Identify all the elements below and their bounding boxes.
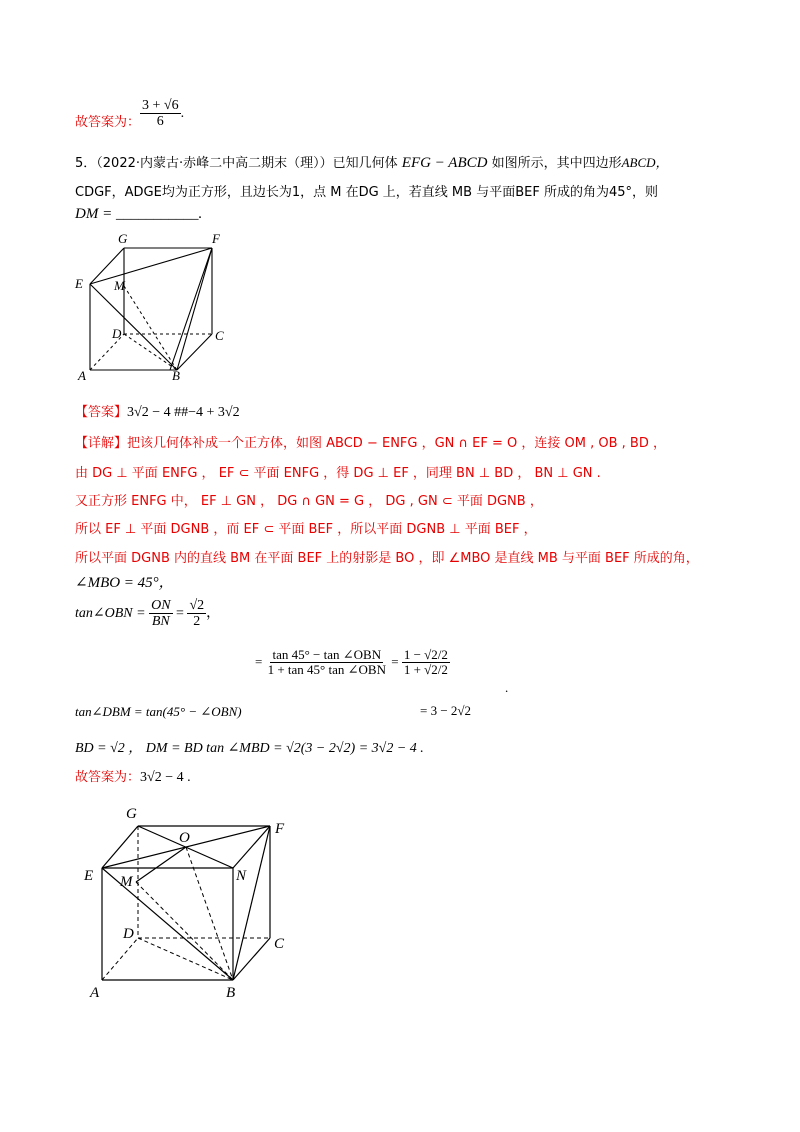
fig2-label-N: N <box>236 868 247 884</box>
fig1-label-G: G <box>118 231 128 246</box>
prev-end: . <box>180 106 185 122</box>
detail-line-3: 又正方形 ENFG 中， EF ⊥ GN ， DG ∩ GN = G ， DG , GN ⊂ 平面 DGNB ， <box>75 494 543 509</box>
detail-text-1: 把该几何体补成一个正方体，如图 ABCD − ENFG ，GN ∩ EF = O ，连接 OM , OB , BD ， <box>127 436 666 451</box>
dbm-result: = 3 − 2√2 <box>420 703 472 718</box>
fig1-label-B: B <box>172 368 180 383</box>
detail-line-1 <box>75 432 666 451</box>
figure-2-cube <box>78 800 318 1005</box>
fig2-label-A: A <box>90 985 100 1001</box>
fig1-label-M: M <box>114 278 125 293</box>
fig2-label-B: B <box>226 985 236 1001</box>
detail-line-6: ∠MBO = 45°， <box>75 575 174 591</box>
prev-answer-fraction <box>140 98 184 130</box>
question-number: 5． <box>75 156 97 171</box>
dbm-f2-num: 1 − √2/2 <box>403 647 448 662</box>
dbm-dot: . <box>505 680 509 695</box>
prev-frac-num: 3 + √6 <box>142 98 179 113</box>
tan-obn-rnum: √2 <box>189 598 205 613</box>
tan-obn-rden: 2 <box>193 614 201 630</box>
fig2-label-C: C <box>274 936 285 952</box>
prev-answer-prefix: 故答案为： <box>75 115 141 130</box>
question-line1-rest: 如图所示，其中四边形 <box>491 156 622 171</box>
final-prefix: 故答案为： <box>75 770 141 785</box>
question-source: （2022·内蒙古·赤峰二中高二期末（理））已知几何体 <box>96 156 398 171</box>
bd-dm-line: BD = √2 ， DM = BD tan ∠MBD = √2(3 − 2√2) = 3√2 − 4 . <box>75 741 424 756</box>
tan-dbm-fractions: = $\frac{\text{tan 45° − tan ∠OBN}}{\text{1 + tan 45° tan ∠OBN}}$ = $\frac{1 - √2/2}{1 + √2/2}$ <box>255 647 448 678</box>
fig1-label-F: F <box>212 231 220 246</box>
dbm-f1-num: tan 45° − tan ∠OBN <box>272 647 382 662</box>
fig1-label-C: C <box>215 328 224 343</box>
fig2-label-F: F <box>275 821 285 837</box>
fig1-label-A: A <box>78 368 86 383</box>
question-line1 <box>75 152 669 172</box>
dbm-lhs: tan∠DBM = tan(45° − ∠OBN) <box>75 704 242 719</box>
figure-1-solid <box>72 228 242 388</box>
final-value: 3√2 − 4 . <box>140 770 191 785</box>
question-line3: DM = ___________. <box>75 206 203 222</box>
detail-line-2: 由 DG ⊥ 平面 ENFG ， EF ⊂ 平面 ENFG ，得 DG ⊥ EF ，同理 BN ⊥ BD ， BN ⊥ GN . <box>75 466 601 481</box>
tan-obn-equation: tan∠OBN = $\frac{ON}{BN}$ = $\frac{√2}{2}$ ， <box>75 598 221 630</box>
tan-obn-den: BN <box>151 614 170 630</box>
fig1-label-D: D <box>112 326 122 341</box>
tan-obn-lhs: tan∠OBN = <box>75 606 146 622</box>
dbm-f2-den: 1 + √2/2 <box>403 662 448 678</box>
answer-value: 3√2 − 4 ##−4 + 3√2 <box>127 405 240 420</box>
tan-obn-end: ， <box>206 606 221 622</box>
answer-tag: 【答案】 <box>75 405 128 420</box>
question-line2: CDGF，ADGE均为正方形，且边长为1，点 M 在DG 上，若直线 MB 与平面BEF 所成的角为45°，则 <box>75 185 658 200</box>
answer-line <box>75 401 240 421</box>
fig2-label-G: G <box>126 806 137 822</box>
fig2-label-D: D <box>123 926 134 942</box>
question-solid: EFG − ABCD <box>401 155 488 171</box>
fig1-label-E: E <box>75 276 83 291</box>
tan-obn-num: ON <box>151 598 171 613</box>
fig2-label-M: M <box>120 874 133 890</box>
final-answer <box>75 766 191 786</box>
prev-frac-den: 6 <box>156 114 164 130</box>
fig2-label-E: E <box>84 868 94 884</box>
fig2-label-O: O <box>179 830 190 846</box>
detail-tag: 【详解】 <box>75 436 128 451</box>
question-abcd: ABCD， <box>621 155 669 170</box>
detail-line-5: 所以平面 DGNB 内的直线 BM 在平面 BEF 上的射影是 BO ，即 ∠MBO 是直线 MB 与平面 BEF 所成的角， <box>75 551 699 566</box>
dbm-f1-den: 1 + tan 45° tan ∠OBN <box>267 662 386 678</box>
detail-line-4: 所以 EF ⊥ 平面 DGNB ，而 EF ⊂ 平面 BEF ，所以平面 DGNB ⊥ 平面 BEF ， <box>75 522 537 537</box>
